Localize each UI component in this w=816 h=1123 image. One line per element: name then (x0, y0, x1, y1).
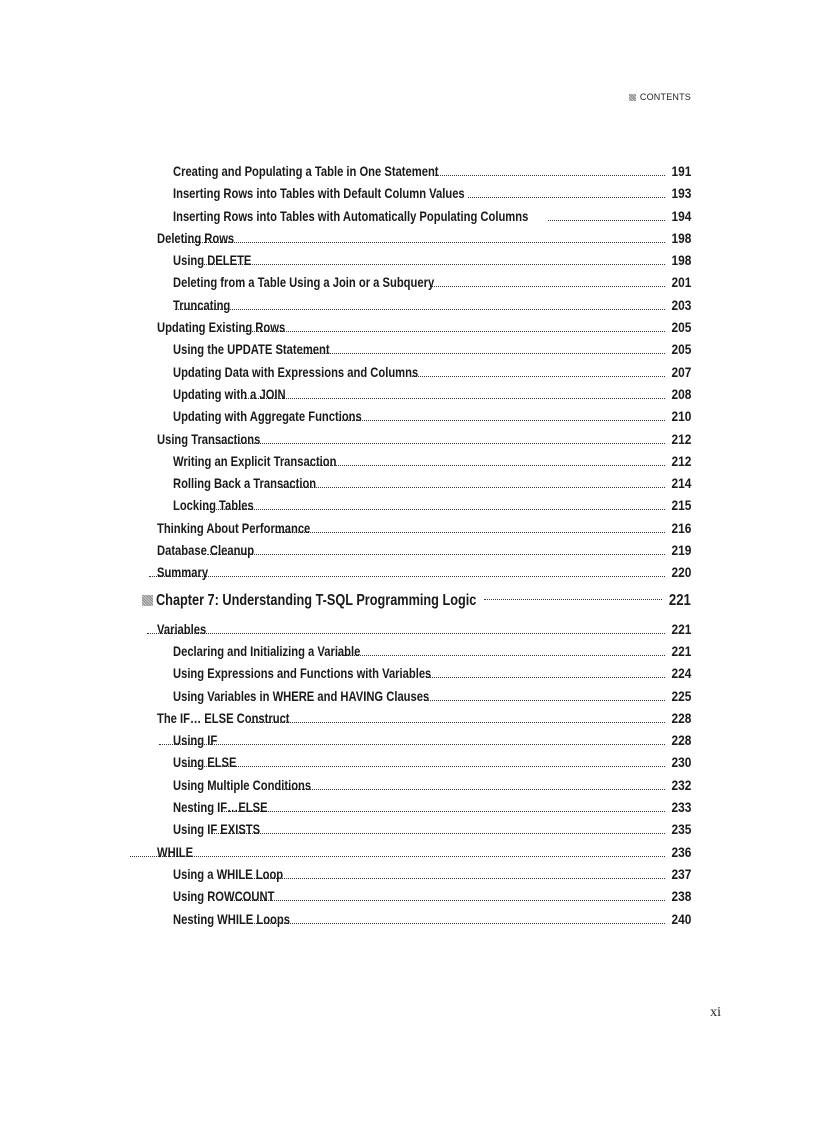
toc-entry-page: 236 (671, 843, 691, 860)
dot-leader (339, 420, 664, 421)
dot-leader (250, 923, 665, 924)
toc-subsection-entry[interactable] (157, 866, 691, 888)
toc-entry-page: 205 (671, 341, 691, 358)
toc-entry-page: 214 (671, 475, 691, 492)
toc-entry-title: Truncating (173, 296, 231, 313)
dot-leader (430, 286, 665, 287)
toc-entry-page: 215 (671, 497, 691, 514)
toc-entry-title: The IF… ELSE Construct (157, 709, 290, 726)
dot-leader (159, 744, 665, 745)
running-head-label: CONTENTS (639, 92, 691, 102)
toc-entry-title: Updating with Aggregate Functions (173, 408, 362, 425)
toc-entry-page: 230 (671, 754, 691, 771)
dot-leader (202, 264, 665, 265)
toc-entry-page: 225 (671, 687, 691, 704)
toc-entry-page: 238 (671, 888, 691, 905)
toc-entry-title: Nesting WHILE Loops (173, 910, 290, 927)
toc-subsection-entry[interactable] (157, 364, 691, 386)
dot-leader (468, 197, 665, 198)
toc-entry-title: Using IF EXISTS (173, 821, 261, 838)
toc-entry-page: 216 (671, 519, 691, 536)
toc-entry-page: 224 (671, 665, 691, 682)
toc-subsection-entry[interactable] (157, 163, 691, 185)
toc-entry-page: 203 (671, 296, 691, 313)
toc-entry-title: WHILE (157, 843, 194, 860)
toc-entry-page: 240 (671, 910, 691, 927)
toc-section-entry[interactable] (157, 230, 691, 252)
dot-leader (484, 599, 662, 600)
dot-leader (183, 766, 665, 767)
toc-entry-title: Creating and Populating a Table in One Statement (173, 163, 439, 179)
toc-section-entry[interactable] (157, 564, 691, 586)
toc-entry-title: Using Expressions and Functions with Variables (173, 665, 432, 682)
dot-leader (424, 700, 665, 701)
toc-entry-title: Database Cleanup (157, 542, 255, 559)
toc-entry-title: Deleting from a Table Using a Join or a Subquery (173, 274, 435, 291)
toc-subsection-entry[interactable] (157, 732, 691, 754)
toc-entry-page: 212 (671, 430, 691, 447)
toc-subsection-entry[interactable] (157, 799, 691, 821)
toc-subsection-entry[interactable] (157, 665, 691, 687)
toc-entry-title: Variables (157, 620, 207, 637)
dot-leader (251, 722, 665, 723)
toc-entry-page: 191 (671, 163, 691, 179)
dot-leader (204, 509, 664, 510)
toc-entry-title: Rolling Back a Transaction (173, 475, 317, 492)
toc-entry-page: 228 (671, 709, 691, 726)
dot-leader (149, 576, 665, 577)
toc-entry-page: 232 (671, 776, 691, 793)
toc-entry-title: Summary (157, 564, 209, 581)
toc-section-entry[interactable] (157, 319, 691, 341)
toc-entry-page: 237 (671, 865, 691, 882)
toc-entry-page: 212 (671, 452, 691, 469)
toc-entry-page: 194 (671, 207, 691, 224)
toc-chapter-entry[interactable] (142, 587, 691, 615)
toc-entry-title: Using IF (173, 732, 218, 749)
toc-entry-title: Inserting Rows into Tables with Default Column Values (173, 185, 465, 202)
toc-subsection-entry[interactable] (157, 408, 691, 430)
toc-section-entry[interactable] (157, 621, 691, 643)
toc-section-entry[interactable] (157, 520, 691, 542)
toc-subsection-entry[interactable] (157, 386, 691, 408)
square-bullet-icon (629, 94, 636, 101)
toc-entry-title: Declaring and Initializing a Variable (173, 642, 361, 659)
toc-subsection-entry[interactable] (157, 911, 691, 933)
dot-leader (282, 487, 664, 488)
toc-subsection-entry[interactable] (157, 777, 691, 799)
toc-section-entry[interactable] (157, 710, 691, 732)
toc-entry-page: 221 (671, 642, 691, 659)
toc-subsection-entry[interactable] (157, 274, 691, 296)
toc-entry-page: 208 (671, 385, 691, 402)
table-of-contents (157, 163, 691, 933)
toc-entry-title: Deleting Rows (157, 229, 235, 246)
toc-entry-title: Thinking About Performance (157, 519, 311, 536)
toc-entry-title: Using ROWCOUNT (173, 888, 275, 905)
toc-entry-title: Inserting Rows into Tables with Automatically Populating Columns (173, 207, 529, 224)
toc-subsection-entry[interactable] (157, 688, 691, 710)
toc-entry-page: 228 (671, 732, 691, 749)
toc-entry-page: 220 (671, 564, 691, 581)
toc-entry-page: 201 (671, 274, 691, 291)
dot-leader (214, 443, 664, 444)
toc-entry-page: 198 (671, 252, 691, 269)
dot-leader (410, 376, 665, 377)
toc-section-entry[interactable] (157, 542, 691, 564)
toc-entry-title: Chapter 7: Understanding T-SQL Programming Logic (156, 591, 477, 609)
toc-entry-page: 221 (669, 591, 691, 609)
dot-leader (426, 677, 664, 678)
page-number: xi (710, 1005, 721, 1020)
toc-subsection-entry[interactable] (157, 475, 691, 497)
dot-leader (222, 811, 665, 812)
toc-subsection-entry[interactable] (157, 497, 691, 519)
dot-leader (435, 175, 664, 176)
toc-subsection-entry[interactable] (157, 208, 691, 230)
toc-subsection-entry[interactable] (157, 821, 691, 843)
dot-leader (182, 242, 665, 243)
toc-section-entry[interactable] (157, 431, 691, 453)
toc-entry-title: Nesting IF…ELSE (173, 799, 268, 816)
dot-leader (245, 331, 664, 332)
toc-entry-title: Using ELSE (173, 754, 237, 771)
toc-subsection-entry[interactable] (157, 453, 691, 475)
dot-leader (230, 900, 664, 901)
toc-entry-title: Updating with a JOIN (173, 385, 286, 402)
toc-entry-title: Writing an Explicit Transaction (173, 452, 337, 469)
toc-entry-page: 219 (671, 542, 691, 559)
toc-entry-title: Updating Existing Rows (157, 319, 286, 336)
toc-entry-page: 205 (671, 319, 691, 336)
dot-leader (548, 220, 665, 221)
dot-leader (338, 655, 665, 656)
dot-leader (175, 309, 665, 310)
toc-entry-title: Using Multiple Conditions (173, 776, 312, 793)
toc-entry-page: 193 (671, 185, 691, 202)
toc-subsection-entry[interactable] (157, 252, 691, 274)
toc-entry-title: Using Variables in WHERE and HAVING Clauses (173, 687, 430, 704)
running-head (629, 91, 691, 103)
dot-leader (130, 856, 664, 857)
toc-entry-page: 198 (671, 229, 691, 246)
toc-entry-page: 207 (671, 363, 691, 380)
toc-entry-page: 233 (671, 799, 691, 816)
toc-entry-title: Using Transactions (157, 430, 261, 447)
toc-section-entry[interactable] (157, 844, 691, 866)
toc-entry-title: Locking Tables (173, 497, 254, 514)
toc-entry-page: 210 (671, 408, 691, 425)
dot-leader (241, 878, 665, 879)
toc-entry-title: Using a WHILE Loop (173, 865, 284, 882)
toc-subsection-entry[interactable] (157, 754, 691, 776)
dot-leader (276, 789, 665, 790)
toc-subsection-entry[interactable] (157, 185, 691, 207)
toc-subsection-entry[interactable] (157, 888, 691, 910)
toc-entry-title: Using the UPDATE Statement (173, 341, 330, 358)
toc-entry-title: Updating Data with Expressions and Columns (173, 363, 419, 380)
dot-leader (277, 532, 665, 533)
dot-leader (244, 398, 664, 399)
toc-subsection-entry[interactable] (157, 341, 691, 363)
chapter-marker-icon (142, 595, 153, 606)
toc-subsection-entry[interactable] (157, 643, 691, 665)
dot-leader (207, 554, 665, 555)
dot-leader (308, 465, 665, 466)
dot-leader (147, 633, 665, 634)
toc-subsection-entry[interactable] (157, 297, 691, 319)
dot-leader (212, 833, 664, 834)
toc-entry-title: Using DELETE (173, 252, 252, 269)
dot-leader (299, 353, 664, 354)
toc-entry-page: 235 (671, 821, 691, 838)
toc-entry-page: 221 (671, 620, 691, 637)
